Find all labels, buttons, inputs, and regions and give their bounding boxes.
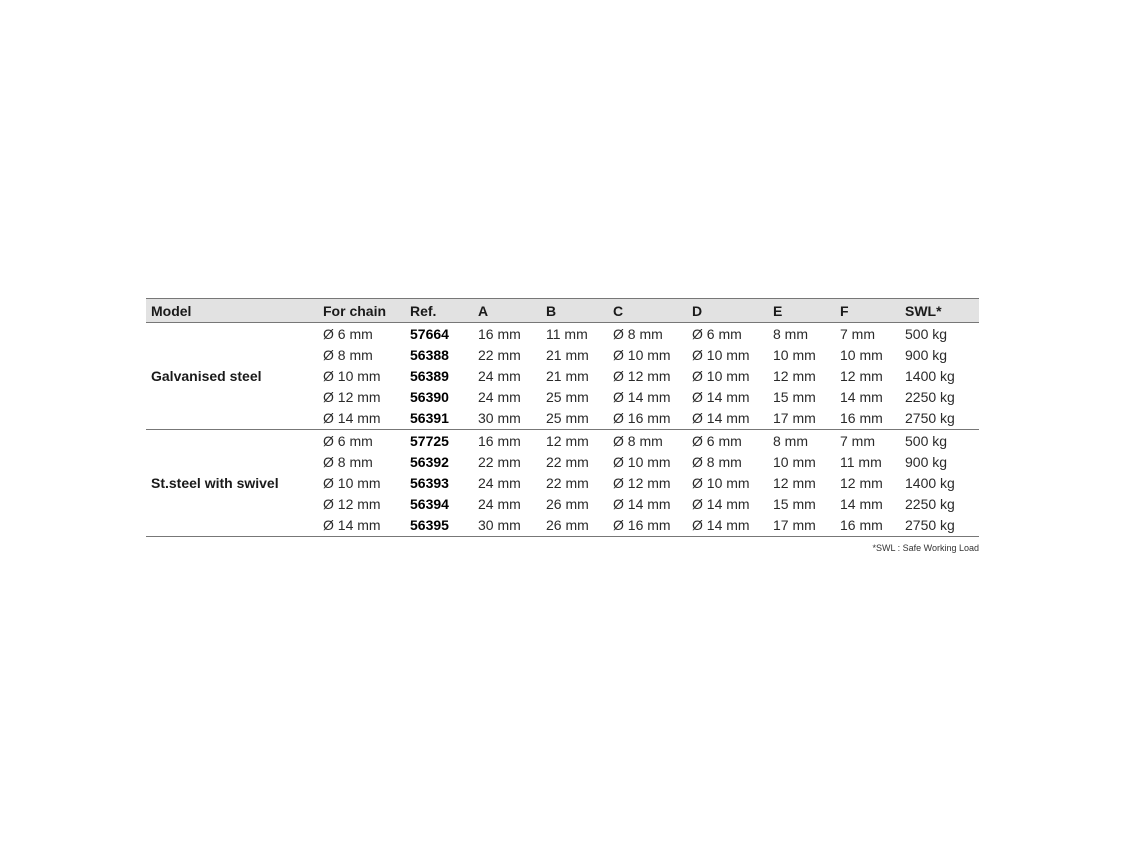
d-cell: Ø 8 mm [692,453,742,470]
a-cell: 24 mm [478,474,521,491]
ref-cell: 56391 [410,410,449,427]
ref-cell: 56390 [410,389,449,406]
c-cell: Ø 12 mm [613,367,671,384]
col-swl-header: SWL* [905,302,942,319]
spec-table-container [146,298,979,553]
group-stainless-steel-swivel [146,429,979,536]
f-cell: 14 mm [840,389,883,406]
b-cell: 22 mm [546,453,589,470]
f-cell: 16 mm [840,517,883,534]
swl-cell: 2250 kg [905,389,955,406]
col-e-header: E [773,302,783,319]
a-cell: 16 mm [478,432,521,449]
table-header [146,299,979,323]
a-cell: 24 mm [478,367,521,384]
group-galvanised-steel [146,323,979,430]
b-cell: 26 mm [546,517,589,534]
ref-cell: 56393 [410,474,449,491]
ref-cell: 56388 [410,346,449,363]
swl-cell: 1400 kg [905,367,955,384]
swl-cell: 900 kg [905,453,948,470]
a-cell: 30 mm [478,410,521,427]
swl-cell: 2250 kg [905,496,955,513]
a-cell: 22 mm [478,346,521,363]
swl-cell: 500 kg [905,432,948,449]
d-cell: Ø 6 mm [692,325,742,342]
ref-cell: 56395 [410,517,449,534]
swl-cell: 1400 kg [905,474,955,491]
footnote: *SWL : Safe Working Load [872,542,979,553]
a-cell: 16 mm [478,325,521,342]
e-cell: 15 mm [773,389,816,406]
for-chain-cell: Ø 6 mm [323,325,373,342]
c-cell: Ø 10 mm [613,453,671,470]
b-cell: 21 mm [546,367,589,384]
col-d-header: D [692,302,703,319]
swl-cell: 900 kg [905,346,948,363]
spec-table [146,298,979,537]
f-cell: 14 mm [840,496,883,513]
swl-cell: 500 kg [905,325,948,342]
model-cell: St.steel with swivel [151,474,279,491]
a-cell: 24 mm [478,389,521,406]
d-cell: Ø 14 mm [692,389,750,406]
f-cell: 7 mm [840,325,875,342]
col-c-header: C [613,302,624,319]
f-cell: 7 mm [840,432,875,449]
col-ref-header: Ref. [410,302,437,319]
e-cell: 12 mm [773,474,816,491]
for-chain-cell: Ø 14 mm [323,517,381,534]
ref-cell: 57664 [410,325,449,342]
a-cell: 24 mm [478,496,521,513]
c-cell: Ø 12 mm [613,474,671,491]
ref-cell: 56389 [410,367,449,384]
e-cell: 17 mm [773,410,816,427]
for-chain-cell: Ø 10 mm [323,474,381,491]
b-cell: 11 mm [546,325,588,342]
f-cell: 12 mm [840,474,883,491]
e-cell: 15 mm [773,496,816,513]
model-cell: Galvanised steel [151,367,262,384]
d-cell: Ø 10 mm [692,346,750,363]
f-cell: 12 mm [840,367,883,384]
d-cell: Ø 14 mm [692,517,750,534]
col-a-header: A [478,302,489,319]
d-cell: Ø 10 mm [692,367,750,384]
b-cell: 12 mm [546,432,589,449]
b-cell: 21 mm [546,346,589,363]
e-cell: 8 mm [773,325,808,342]
ref-cell: 57725 [410,432,449,449]
a-cell: 30 mm [478,517,521,534]
col-b-header: B [546,302,557,319]
b-cell: 25 mm [546,410,589,427]
for-chain-cell: Ø 12 mm [323,496,381,513]
for-chain-cell: Ø 8 mm [323,453,373,470]
f-cell: 11 mm [840,453,882,470]
b-cell: 26 mm [546,496,589,513]
e-cell: 8 mm [773,432,808,449]
c-cell: Ø 16 mm [613,517,671,534]
d-cell: Ø 14 mm [692,410,750,427]
for-chain-cell: Ø 8 mm [323,346,373,363]
c-cell: Ø 14 mm [613,389,671,406]
c-cell: Ø 8 mm [613,325,663,342]
c-cell: Ø 10 mm [613,346,671,363]
for-chain-cell: Ø 6 mm [323,432,373,449]
c-cell: Ø 16 mm [613,410,671,427]
for-chain-cell: Ø 14 mm [323,410,381,427]
table-row [146,429,979,451]
b-cell: 22 mm [546,474,589,491]
f-cell: 10 mm [840,346,883,363]
a-cell: 22 mm [478,453,521,470]
for-chain-cell: Ø 10 mm [323,367,381,384]
swl-cell: 2750 kg [905,410,955,427]
c-cell: Ø 8 mm [613,432,663,449]
c-cell: Ø 14 mm [613,496,671,513]
f-cell: 16 mm [840,410,883,427]
col-f-header: F [840,302,849,319]
header-row [146,299,979,323]
for-chain-cell: Ø 12 mm [323,389,381,406]
b-cell: 25 mm [546,389,589,406]
ref-cell: 56394 [410,496,449,513]
d-cell: Ø 10 mm [692,474,750,491]
swl-cell: 2750 kg [905,517,955,534]
e-cell: 10 mm [773,453,816,470]
d-cell: Ø 14 mm [692,496,750,513]
e-cell: 10 mm [773,346,816,363]
table-row [146,323,979,345]
e-cell: 17 mm [773,517,816,534]
col-for-chain-header: For chain [323,302,387,319]
ref-cell: 56392 [410,453,449,470]
e-cell: 12 mm [773,367,816,384]
col-model-header: Model [151,302,192,319]
d-cell: Ø 6 mm [692,432,742,449]
